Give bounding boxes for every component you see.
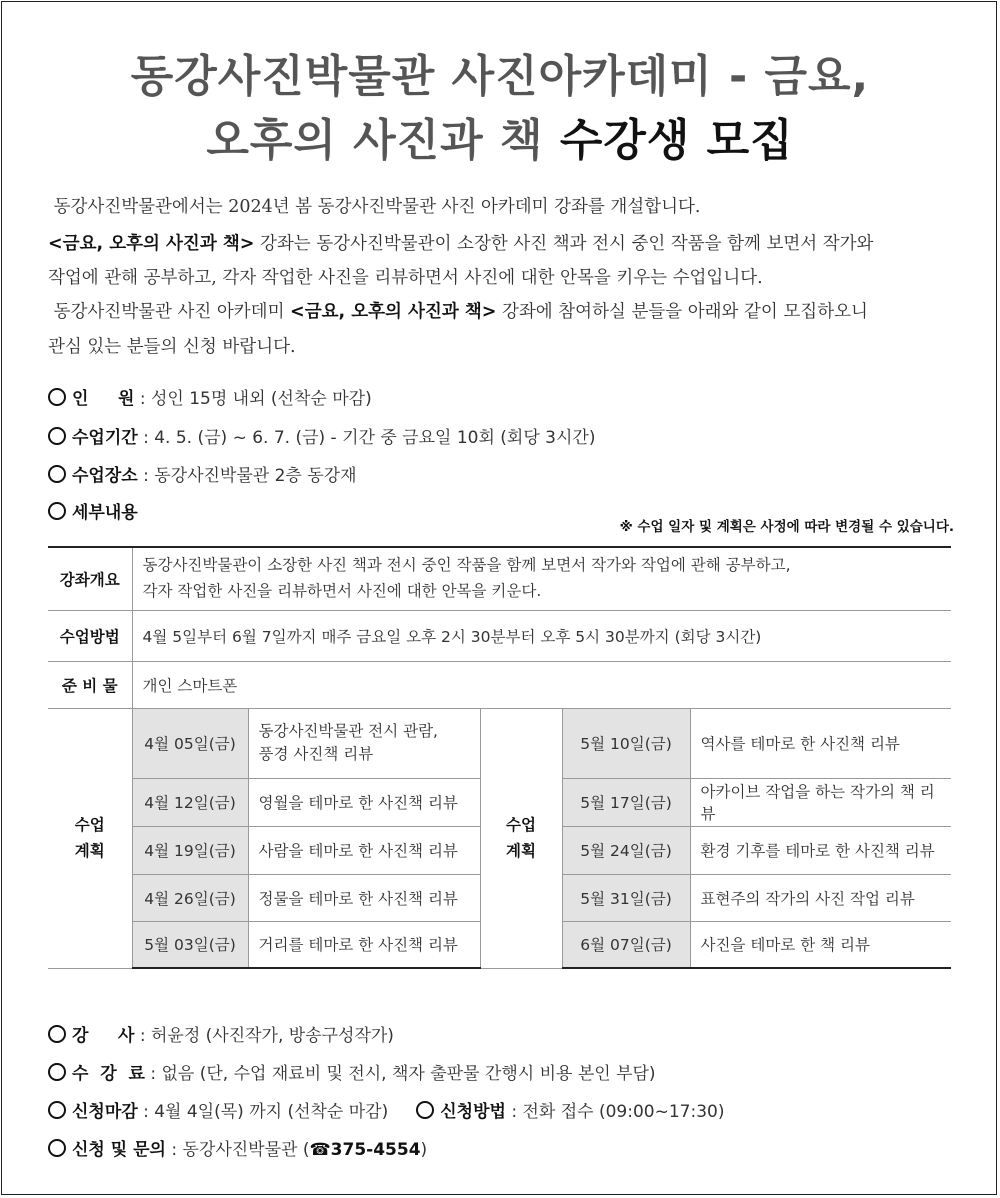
prep-value: 개인 스마트폰	[132, 661, 951, 708]
intro-line-5: 관심 있는 분들의 신청 바랍니다.	[48, 337, 296, 357]
info-fee	[48, 1059, 656, 1084]
schedule-change-note: ※ 수업 일자 및 계획은 사정에 따라 변경될 수 있습니다.	[619, 519, 954, 535]
overview-value	[132, 547, 951, 610]
session-date: 4월 05일(금)	[132, 708, 248, 778]
circle-bullet-icon	[48, 1025, 66, 1043]
circle-bullet-icon	[48, 1101, 66, 1119]
session-date: 6월 07일(금)	[562, 921, 690, 968]
session-topic	[248, 708, 480, 778]
overview-label: 강좌개요	[48, 547, 132, 610]
session-row-1	[48, 708, 951, 778]
method-value: 4월 5일부터 6월 7일까지 매주 금요일 오후 2시 30분부터 오후 5시 30분까지 (회당 3시간)	[132, 610, 951, 661]
session-date: 5월 24일(금)	[562, 826, 690, 874]
deadline-label: 신청마감	[72, 1102, 138, 1122]
phone-icon: ☎	[309, 1140, 331, 1160]
circle-bullet-icon	[48, 502, 66, 520]
personnel-label: 인 원	[72, 389, 135, 409]
place-value: : 동강사진박물관 2층 동강재	[137, 466, 357, 486]
overview-line-1: 동강사진박물관이 소장한 사진 책과 전시 중인 작품을 함께 보면서 작가와 작업에 관해 공부하고,	[142, 556, 791, 575]
info-deadline-method	[48, 1097, 724, 1122]
session-topic: 표현주의 작가의 사진 작업 리뷰	[690, 874, 951, 921]
plan-label-right	[480, 708, 562, 968]
table-row-method	[48, 610, 951, 661]
overview-line-2: 각자 작업한 사진을 리뷰하면서 사진에 대한 안목을 키운다.	[142, 581, 542, 600]
session-topic-line-1: 동강사진박물관 전시 관람,	[258, 721, 438, 740]
circle-bullet-icon	[48, 1139, 66, 1157]
plan-label-left-1: 수업	[74, 815, 105, 834]
plan-label-left	[48, 708, 132, 968]
info-contact	[48, 1135, 427, 1160]
contact-value: : 동강사진박물관 (	[165, 1140, 310, 1160]
instructor-label: 강 사	[72, 1026, 135, 1046]
detail-label: 세부내용	[72, 503, 138, 523]
title-line-2-plain: 오후의 사진과 책	[206, 115, 560, 166]
personnel-value: : 성인 15명 내외 (선착순 마감)	[134, 389, 372, 409]
session-topic: 아카이브 작업을 하는 작가의 책 리뷰	[690, 778, 951, 826]
circle-bullet-icon	[416, 1101, 434, 1119]
table-row-prep	[48, 661, 951, 708]
intro-course-name-2: <금요, 오후의 사진과 책>	[290, 302, 497, 322]
circle-bullet-icon	[48, 1063, 66, 1081]
plan-label-right-1: 수업	[506, 815, 536, 834]
method-label: 수업방법	[48, 610, 132, 661]
apply-method-group	[416, 1102, 724, 1122]
course-detail-table	[48, 546, 951, 969]
intro-p2: 강좌는 동강사진박물관이 소장한 사진 책과 전시 중인 작품을 함께 보면서 작가와	[254, 234, 874, 254]
session-topic: 영월을 테마로 한 사진책 리뷰	[248, 778, 480, 826]
session-date: 5월 31일(금)	[562, 874, 690, 921]
info-detail	[48, 498, 138, 523]
info-period	[48, 423, 595, 448]
contact-close: )	[420, 1140, 428, 1160]
contact-label: 신청 및 문의	[72, 1140, 166, 1160]
session-date: 5월 10일(금)	[562, 708, 690, 778]
session-topic: 정물을 테마로 한 사진책 리뷰	[248, 874, 480, 921]
deadline-value: : 4월 4일(목) 까지 (선착순 마감)	[137, 1102, 389, 1122]
session-date: 5월 17일(금)	[562, 778, 690, 826]
info-personnel	[48, 384, 372, 409]
intro-line-2	[48, 230, 968, 255]
intro-course-name: <금요, 오후의 사진과 책>	[48, 234, 255, 254]
instructor-value: : 허윤정 (사진작가, 방송구성작가)	[134, 1026, 394, 1046]
session-topic: 역사를 테마로 한 사진책 리뷰	[690, 708, 951, 778]
title-line-2-emphasis: 수강생 모집	[559, 115, 794, 166]
circle-bullet-icon	[48, 427, 66, 445]
period-label: 수업기간	[72, 428, 138, 448]
phone-number: 375-4554	[330, 1140, 421, 1160]
info-instructor	[48, 1021, 394, 1046]
session-date: 4월 12일(금)	[132, 778, 248, 826]
session-topic: 환경 기후를 테마로 한 사진책 리뷰	[690, 826, 951, 874]
fee-label: 수 강 료	[72, 1064, 145, 1084]
intro-line-3: 작업에 관해 공부하고, 각자 작업한 사진을 리뷰하면서 사진에 대한 안목을 키우는 수업입니다.	[48, 268, 763, 288]
prep-label: 준 비 물	[48, 661, 132, 708]
fee-value: : 없음 (단, 수업 재료비 및 전시, 책자 출판물 간행시 비용 본인 부담)	[144, 1064, 656, 1084]
place-label: 수업장소	[72, 466, 138, 486]
session-topic: 사진을 테마로 한 책 리뷰	[690, 921, 951, 968]
intro-line-4	[48, 298, 968, 323]
session-topic-line-2: 풍경 사진책 리뷰	[258, 745, 374, 763]
apply-method-label: 신청방법	[440, 1102, 506, 1122]
circle-bullet-icon	[48, 465, 66, 483]
intro-line-1	[48, 193, 968, 218]
info-place	[48, 461, 357, 486]
plan-label-left-2: 계획	[74, 842, 105, 860]
apply-method-value: : 전화 접수 (09:00~17:30)	[505, 1102, 725, 1122]
session-topic: 사람을 테마로 한 사진책 리뷰	[248, 826, 480, 874]
title-line-2	[0, 104, 1000, 168]
session-date: 4월 26일(금)	[132, 874, 248, 921]
intro-p4-start: 동강사진박물관 사진 아카데미	[53, 302, 291, 322]
session-date: 4월 19일(금)	[132, 826, 248, 874]
session-topic: 거리를 테마로 한 사진책 리뷰	[248, 921, 480, 968]
session-date: 5월 03일(금)	[132, 921, 248, 968]
plan-label-right-2: 계획	[506, 842, 536, 860]
circle-bullet-icon	[48, 388, 66, 406]
title-line-1: 동강사진박물관 사진아카데미 - 금요,	[130, 51, 870, 102]
period-value: : 4. 5. (금) ~ 6. 7. (금) - 기간 중 금요일 10회 (회당 3시간)	[137, 428, 596, 448]
intro-p1: 동강사진박물관에서는 2024년 봄 동강사진박물관 사진 아카데미 강좌를 개설합니다.	[53, 197, 701, 217]
table-row-overview	[48, 547, 951, 610]
intro-p4-rest: 강좌에 참여하실 분들을 아래와 같이 모집하오니	[496, 302, 868, 322]
